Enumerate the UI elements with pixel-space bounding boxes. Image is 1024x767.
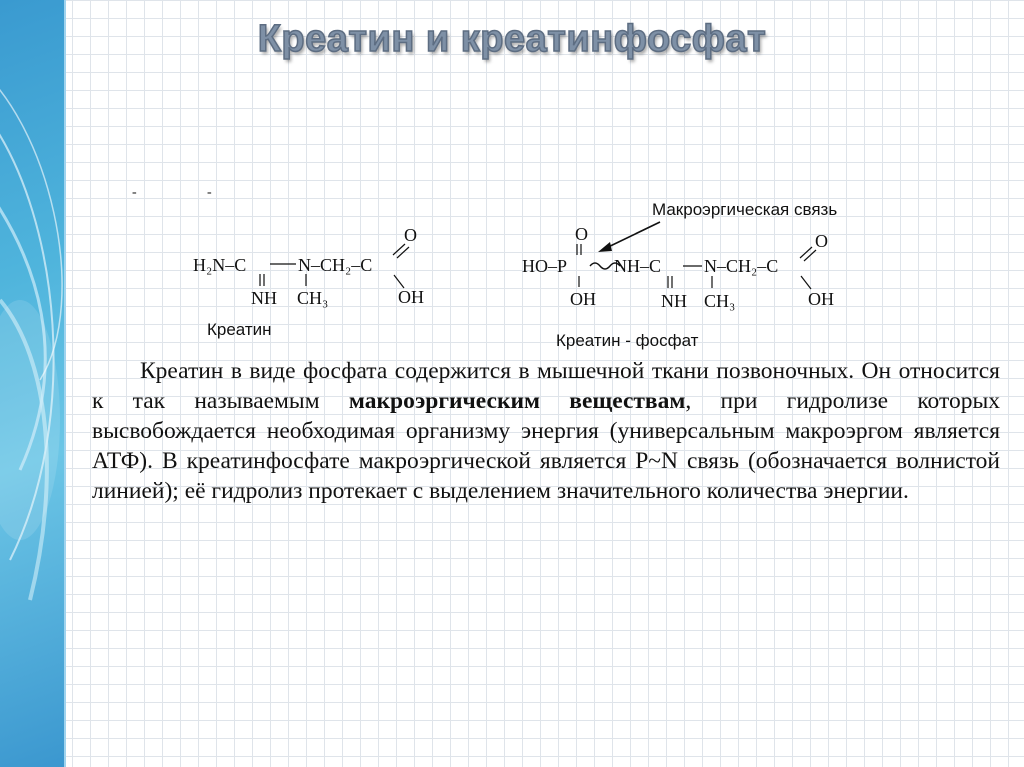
scan-mark: - (207, 185, 212, 200)
phosphate-carboxyl-oh: OH (808, 289, 834, 309)
creatine-n-ch2-c: N–CH₂–C (298, 255, 373, 275)
phosphate-o: O (575, 224, 588, 244)
scan-mark: - (132, 185, 137, 200)
phosphate-n-ch2-c: N–CH₂–C (704, 256, 779, 276)
creatine-o: O (404, 225, 417, 245)
creatine-label: Креатин (207, 320, 272, 339)
creatine-ch3: CH₃ (297, 288, 329, 308)
description-text (92, 356, 1000, 506)
paragraph-bold-term: макроэргическим веществам (348, 388, 686, 414)
bond-arrow-head (598, 242, 612, 252)
creatine-phosphate-structure (522, 200, 837, 350)
description-paragraph (92, 356, 1000, 506)
phosphate-nh: NH (661, 291, 687, 311)
paragraph-part-2: , при гидролизе которых высвобождается необходимая организму энергия (универсальным макроэргом является АТФ). В креатинфосфате макроэргической является P~N связь (обозначается волнистой линией); её гидролиз протекает с выделением значительного количества энергии. (92, 388, 1000, 504)
creatine-h2n-c: H₂N–C (193, 255, 247, 275)
phosphate-carboxyl-o: O (815, 231, 828, 251)
creatine-nh: NH (251, 288, 277, 308)
creatine-phosphate-label: Креатин - фосфат (556, 331, 699, 350)
creatine-structure (193, 225, 424, 339)
phosphate-nh-c: NH–C (614, 256, 662, 276)
phosphate-ch3: CH₃ (704, 291, 736, 311)
paragraph-part-1: Креатин в виде фосфата содержится в мышечной ткани позвоночных. Он относится к так называемым (92, 358, 1000, 414)
creatine-oh: OH (398, 287, 424, 307)
phosphate-ho-p: HO–P (522, 256, 568, 276)
macroergic-bond-label: Макроэргическая связь (652, 200, 838, 219)
phosphate-oh: OH (570, 289, 596, 309)
page-title: Креатин и креатинфосфат (257, 18, 767, 60)
